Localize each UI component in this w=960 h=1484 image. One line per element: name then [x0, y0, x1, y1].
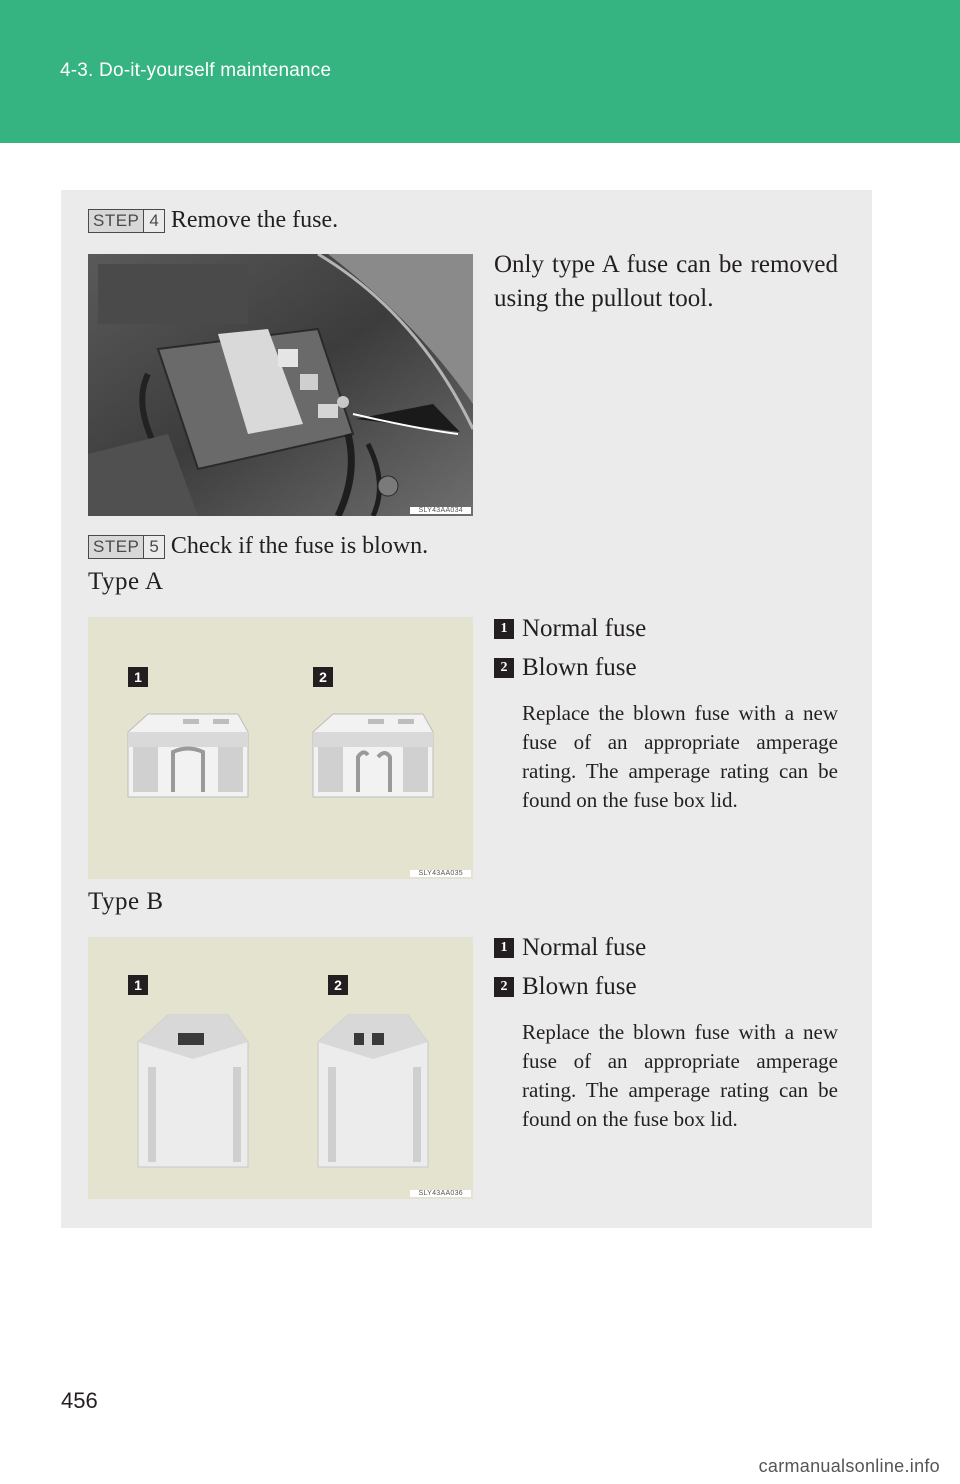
- callout-1-number: 1: [134, 669, 142, 685]
- normal-fuse-b-graphic: [138, 1015, 248, 1167]
- image-code: SLY43AA036: [410, 1190, 471, 1197]
- legend-item: [494, 648, 838, 687]
- step-badge-word: STEP: [89, 210, 144, 232]
- step-4-text: Remove the fuse.: [170, 207, 339, 233]
- section-title: 4-3. Do-it-yourself maintenance: [60, 60, 332, 81]
- watermark: carmanualsonline.info: [758, 1456, 940, 1476]
- step-4-badge: [88, 209, 165, 233]
- legend-label: Blown fuse: [522, 653, 637, 681]
- section-header: [0, 0, 960, 143]
- legend-item: [494, 967, 838, 1006]
- image-code: SLY43AA035: [410, 870, 471, 877]
- step-4-note: Only type A fuse can be removed using the pullout tool.: [494, 251, 838, 312]
- page-number: 456: [61, 1388, 98, 1413]
- legend-number: 1: [494, 938, 514, 958]
- type-a-description: Replace the blown fuse with a new fuse of an appropriate amperage rating. The amperage rating can be found on the fuse box lid.: [522, 701, 838, 812]
- legend-label: Blown fuse: [522, 972, 637, 1000]
- step-badge-number: 4: [149, 210, 159, 230]
- legend-item: [494, 928, 838, 967]
- callout-2-number: 2: [334, 977, 342, 993]
- step-5-row: [88, 533, 428, 560]
- type-b-label: Type B: [88, 888, 164, 915]
- engine-bay-photo: [88, 254, 473, 516]
- type-a-legend: [494, 609, 838, 815]
- type-b-fuse-illustration: [88, 937, 473, 1199]
- blown-fuse-a-graphic: [313, 714, 433, 797]
- legend-label: Normal fuse: [522, 933, 647, 961]
- type-a-label: Type A: [88, 568, 164, 595]
- type-a-fuse-illustration: [88, 617, 473, 879]
- step-badge-number: 5: [149, 536, 159, 556]
- legend-label: Normal fuse: [522, 614, 647, 642]
- step-4-row: [88, 207, 338, 234]
- legend-number: 2: [494, 977, 514, 997]
- image-code: SLY43AA034: [410, 507, 471, 514]
- legend-item: [494, 609, 838, 648]
- legend-number: 1: [494, 619, 514, 639]
- legend-number: 2: [494, 658, 514, 678]
- normal-fuse-a-graphic: [128, 714, 248, 797]
- step-5-text: Check if the fuse is blown.: [170, 533, 429, 559]
- callout-2-number: 2: [319, 669, 327, 685]
- step-badge-word: STEP: [89, 536, 144, 558]
- type-b-description: Replace the blown fuse with a new fuse of an appropriate amperage rating. The amperage rating can be found on the fuse box lid.: [522, 1020, 838, 1131]
- blown-fuse-b-graphic: [318, 1015, 428, 1167]
- type-b-legend: [494, 928, 838, 1134]
- callout-1-number: 1: [134, 977, 142, 993]
- step-5-badge: [88, 535, 165, 559]
